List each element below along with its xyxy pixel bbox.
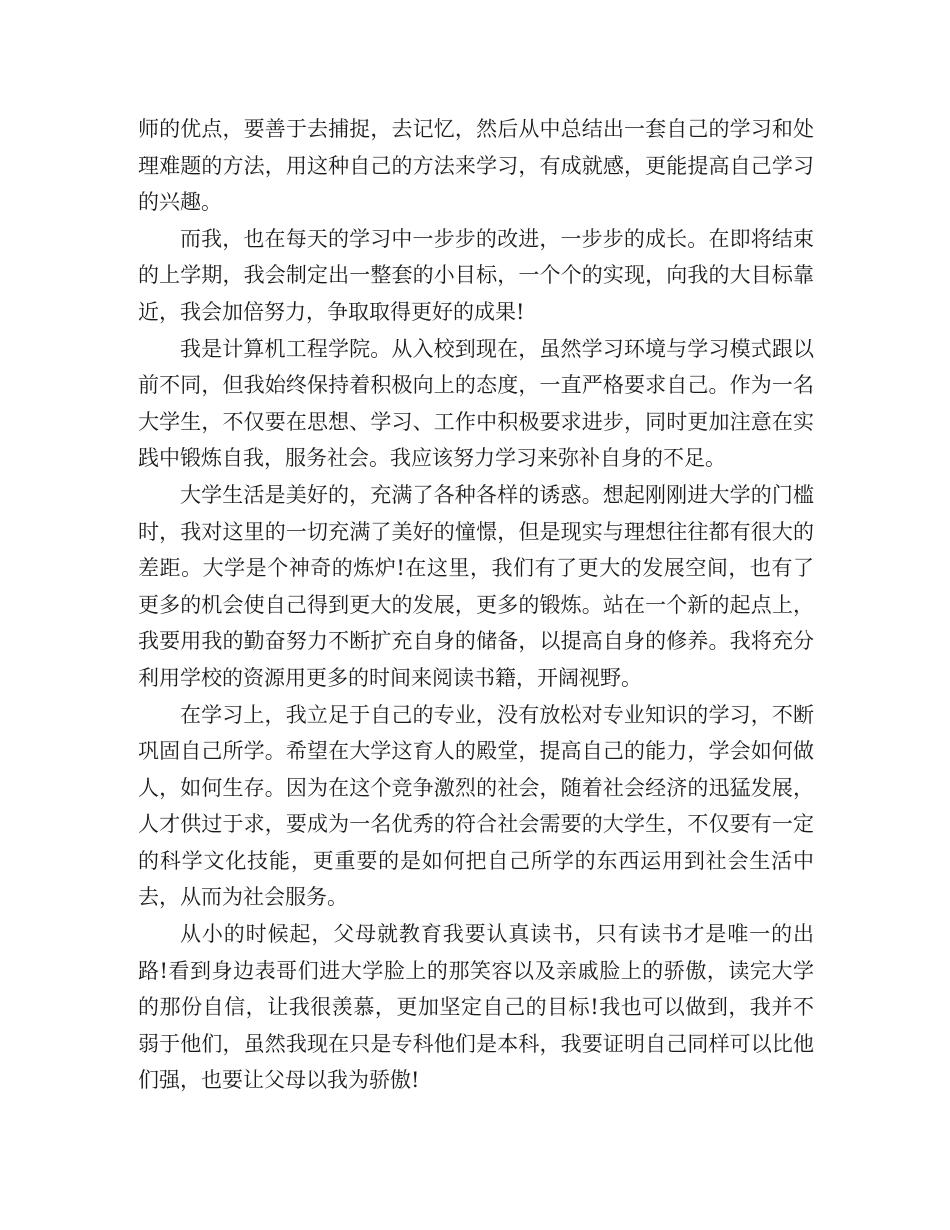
paragraph-college: 我是计算机工程学院。从入校到现在，虽然学习环境与学习模式跟以前不同，但我始终保持着积极向上的态度，一直严格要求自己。作为一名大学生，不仅要在思想、学习、工作中积极要求进步，同时更加注意在实践中锻炼自我，服务社会。我应该努力学习来弥补自身的不足。 [138,336,814,471]
paragraph-continuation: 师的优点，要善于去捕捉，去记忆，然后从中总结出一套自己的学习和处理难题的方法，用这种自己的方法来学习，有成就感，更能提高自己学习的兴趣。 [138,117,814,215]
paragraph-childhood: 从小的时候起，父母就教育我要认真读书，只有读书才是唯一的出路!看到身边表哥们进大学脸上的那笑容以及亲戚脸上的骄傲，读完大学的那份自信，让我很羡慕，更加坚定自己的目标!我也可以做到，我并不弱于他们，虽然我现在只是专科他们是本科，我要证明自己同样可以比他们强，也要让父母以我为骄傲! [138,922,814,1093]
paragraph-progress: 而我，也在每天的学习中一步步的改进，一步步的成长。在即将结束的上学期，我会制定出一整套的小目标，一个个的实现，向我的大目标靠近，我会加倍努力，争取取得更好的成果! [138,226,814,324]
paragraph-study: 在学习上，我立足于自己的专业，没有放松对专业知识的学习，不断巩固自己所学。希望在大学这育人的殿堂，提高自己的能力，学会如何做人，如何生存。因为在这个竞争激烈的社会，随着社会经济的迅猛发展，人才供过于求，要成为一名优秀的符合社会需要的大学生，不仅要有一定的科学文化技能，更重要的是如何把自己所学的东西运用到社会生活中去，从而为社会服务。 [138,702,814,910]
paragraph-university-life: 大学生活是美好的，充满了各种各样的诱惑。想起刚刚进大学的门槛时，我对这里的一切充满了美好的憧憬，但是现实与理想往往都有很大的差距。大学是个神奇的炼炉!在这里，我们有了更大的发展空间，也有了更多的机会使自己得到更大的发展，更多的锻炼。站在一个新的起点上，我要用我的勤奋努力不断扩充自身的储备，以提高自身的修养。我将充分利用学校的资源用更多的时间来阅读书籍，开阔视野。 [138,482,814,690]
document-page [138,111,814,1099]
